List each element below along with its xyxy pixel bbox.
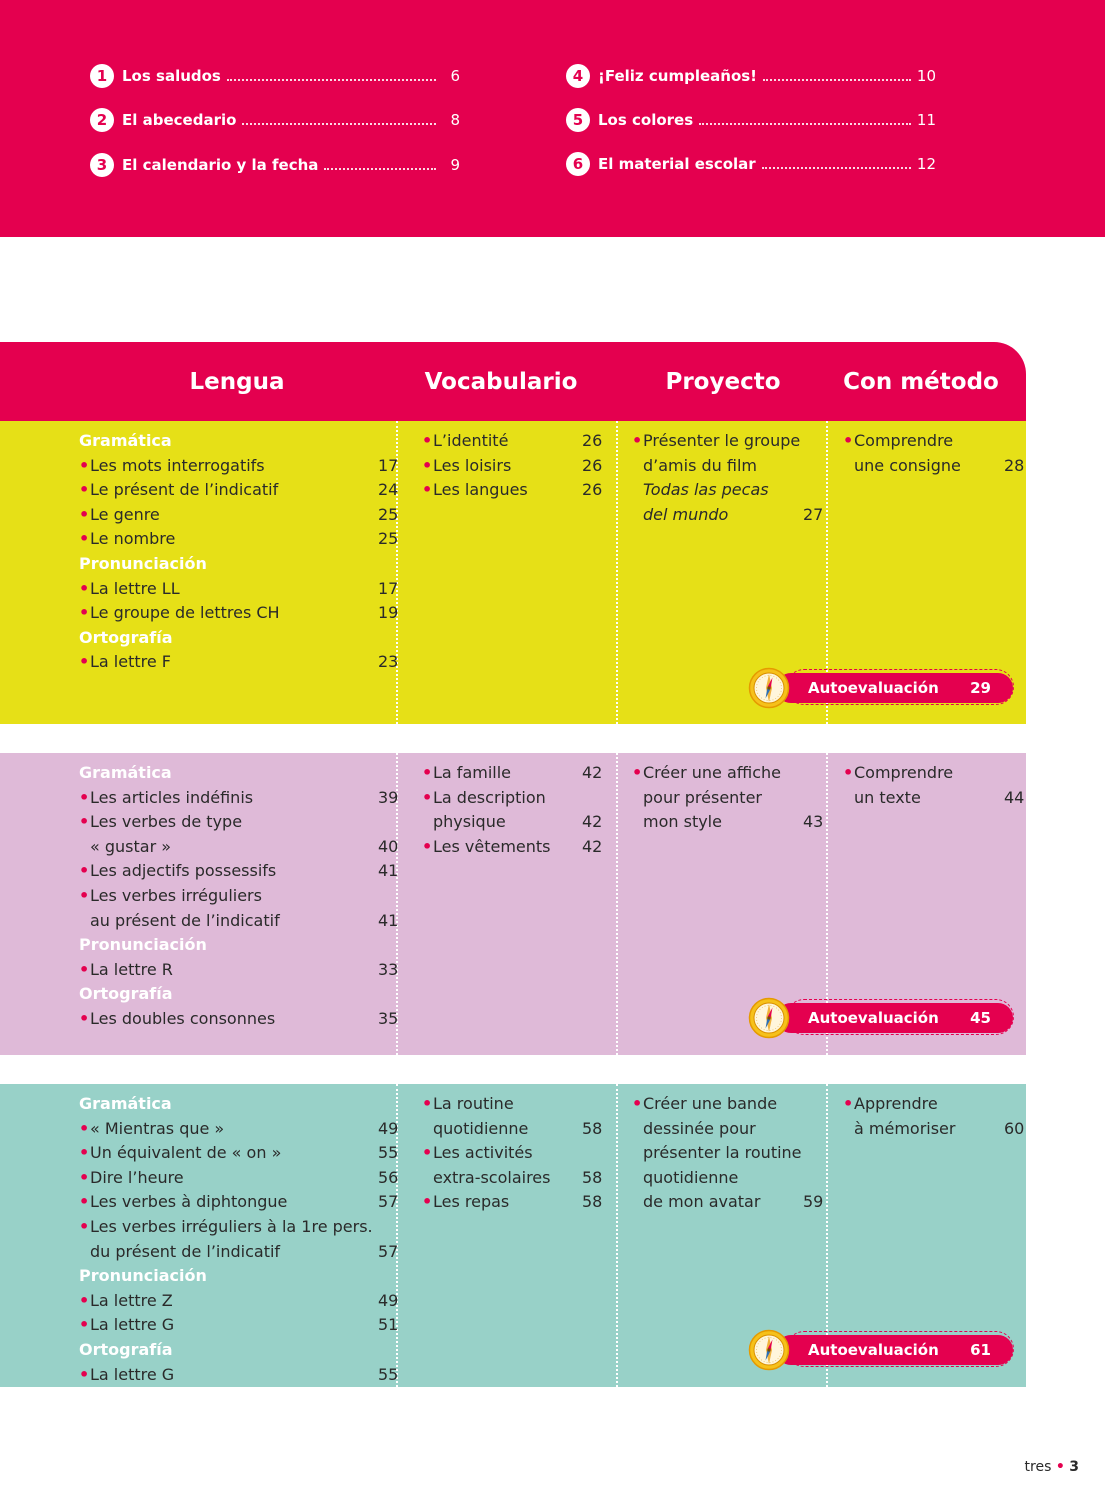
entry-text: La lettre Z xyxy=(90,1290,173,1310)
entry-page-number: 58 xyxy=(582,1118,603,1138)
toc-title: El material escolar xyxy=(598,155,756,173)
bullet-icon: • xyxy=(422,1192,433,1212)
category-heading: Pronunciación xyxy=(79,1266,207,1286)
column-lengua xyxy=(79,429,399,675)
unit-section-3 xyxy=(0,1084,1026,1387)
entry-text: « gustar » xyxy=(90,836,172,856)
toc-entry[interactable] xyxy=(79,1117,399,1142)
entry-page-number: 55 xyxy=(378,1364,399,1384)
bullet-icon: • xyxy=(79,455,90,475)
toc-entry[interactable] xyxy=(79,601,399,626)
entry-text: à mémoriser xyxy=(854,1118,956,1138)
toc-entry[interactable] xyxy=(79,786,399,811)
bullet-icon: • xyxy=(79,504,90,524)
toc-entry[interactable] xyxy=(79,503,399,528)
toc-entry[interactable] xyxy=(79,1166,399,1191)
entry-text: Présenter le groupe xyxy=(643,431,801,450)
entry-text: Le genre xyxy=(90,504,160,524)
entry-text: Créer une affiche xyxy=(643,763,782,782)
entry-page-number: 26 xyxy=(582,431,603,450)
toc-leader xyxy=(763,79,911,81)
footer-bullet: • xyxy=(1055,1459,1065,1475)
footer-page-number: 3 xyxy=(1069,1459,1079,1475)
entry-page-number: 41 xyxy=(378,910,399,930)
entry-text: extra-scolaires xyxy=(433,1167,551,1187)
toc-number: 6 xyxy=(566,152,590,176)
entry-text: Les verbes à diphtongue xyxy=(90,1192,288,1212)
category-heading: Ortografía xyxy=(79,984,173,1004)
entry-page-number: 25 xyxy=(378,504,399,524)
entry-text: pour présenter xyxy=(643,787,762,807)
bullet-icon: • xyxy=(422,787,433,807)
entry-page-number: 41 xyxy=(378,861,399,881)
toc-entry[interactable] xyxy=(79,884,262,909)
entry-page-number: 25 xyxy=(378,529,399,549)
autoevaluacion-pill xyxy=(776,1335,1013,1365)
toc-entry-continuation[interactable] xyxy=(79,1240,399,1265)
header-vocabulario: Vocabulario xyxy=(424,368,578,395)
toc-number: 5 xyxy=(566,108,590,132)
entry-page-number: 28 xyxy=(1004,455,1025,475)
bullet-icon: • xyxy=(79,1364,90,1384)
entry-text: Les verbes de type xyxy=(90,812,243,832)
entry-page-number: 26 xyxy=(582,480,603,500)
entry-text: Les langues xyxy=(433,480,528,500)
toc-page: 10 xyxy=(916,67,936,85)
entry-text: Apprendre xyxy=(854,1094,938,1113)
toc-leader xyxy=(227,79,436,81)
category-heading: Gramática xyxy=(79,763,172,782)
autoevaluacion-pill xyxy=(776,673,1013,703)
page-footer xyxy=(1025,1459,1079,1475)
column-lengua xyxy=(79,761,399,1032)
toc-entry[interactable] xyxy=(79,1363,399,1388)
category-heading: Gramática xyxy=(79,431,172,450)
column-divider xyxy=(616,421,618,724)
entry-text: présenter la routine xyxy=(643,1143,802,1163)
toc-page: 11 xyxy=(916,111,936,129)
toc-number: 3 xyxy=(90,153,114,177)
entry-text: La routine xyxy=(433,1094,514,1113)
header-proyecto: Proyecto xyxy=(665,368,781,395)
compass-icon xyxy=(748,1329,790,1371)
autoevaluacion-label: Autoevaluación xyxy=(808,1009,939,1027)
entry-text: La lettre G xyxy=(90,1315,175,1335)
toc-item[interactable] xyxy=(566,61,936,91)
entry-page-number: 57 xyxy=(378,1192,399,1212)
toc-number: 1 xyxy=(90,64,114,88)
column-lengua xyxy=(79,1092,399,1387)
entry-text: Les repas xyxy=(433,1192,510,1212)
entry-text: quotidienne xyxy=(433,1118,529,1138)
column-divider xyxy=(616,753,618,1055)
bullet-icon: • xyxy=(79,529,90,549)
entry-page-number: 49 xyxy=(378,1118,399,1138)
entry-text: Comprendre xyxy=(854,763,954,782)
autoevaluacion-link[interactable] xyxy=(748,997,1013,1039)
entry-page-number: 23 xyxy=(378,652,399,672)
bullet-icon: • xyxy=(843,431,854,450)
header-con-metodo: Con método xyxy=(843,368,999,395)
bullet-icon: • xyxy=(632,1094,643,1113)
entry-text: Todas las pecas xyxy=(643,480,769,500)
entry-text: Les verbes irréguliers xyxy=(90,885,262,905)
entry-text: Le groupe de lettres CH xyxy=(90,603,280,623)
autoevaluacion-label: Autoevaluación xyxy=(808,679,939,697)
entry-page-number: 24 xyxy=(378,480,399,500)
entry-page-number: 43 xyxy=(803,812,824,832)
toc-entry[interactable] xyxy=(79,810,243,835)
bullet-icon: • xyxy=(79,603,90,623)
category-heading: Ortografía xyxy=(79,627,173,647)
bullet-icon: • xyxy=(79,959,90,979)
toc-entry-continuation[interactable] xyxy=(79,835,399,860)
toc-leader xyxy=(699,123,911,125)
toc-title: Los saludos xyxy=(122,67,221,85)
entry-text: de mon avatar xyxy=(643,1192,761,1212)
toc-entry[interactable] xyxy=(79,859,399,884)
entry-text: Le présent de l’indicatif xyxy=(90,480,279,500)
entry-page-number: 44 xyxy=(1004,787,1025,807)
entry-text: physique xyxy=(433,812,506,832)
header-lengua: Lengua xyxy=(189,368,285,395)
category-heading: Pronunciación xyxy=(79,553,207,573)
toc-entry[interactable] xyxy=(79,577,399,602)
bullet-icon: • xyxy=(632,763,643,782)
bullet-icon: • xyxy=(422,763,433,782)
entry-page-number: 40 xyxy=(378,836,399,856)
entry-text: Les activités xyxy=(433,1143,533,1163)
column-divider xyxy=(616,1084,618,1387)
category-heading: Ortografía xyxy=(79,1339,173,1359)
entry-text: Les mots interrogatifs xyxy=(90,455,265,475)
entry-page-number: 58 xyxy=(582,1192,603,1212)
entry-text: dessinée pour xyxy=(643,1118,756,1138)
entry-text: Les adjectifs possessifs xyxy=(90,861,277,881)
unit-section-2 xyxy=(0,753,1026,1055)
entry-text: Dire l’heure xyxy=(90,1167,184,1187)
entry-text: L’identité xyxy=(433,431,509,450)
bullet-icon: • xyxy=(79,1167,90,1187)
entry-page-number: 55 xyxy=(378,1143,399,1163)
toc-entry[interactable] xyxy=(79,650,399,675)
entry-text: d’amis du film xyxy=(643,455,757,475)
entry-text: Les verbes irréguliers à la 1re pers. xyxy=(90,1216,373,1236)
toc-page: 6 xyxy=(450,67,460,85)
bullet-icon: • xyxy=(422,1143,433,1163)
bullet-icon: • xyxy=(79,812,90,832)
compass-icon xyxy=(748,997,790,1039)
bullet-icon: • xyxy=(79,885,90,905)
entry-page-number: 39 xyxy=(378,787,399,807)
entry-text: del mundo xyxy=(643,504,729,524)
toc-entry[interactable] xyxy=(79,527,399,552)
entry-text: Le nombre xyxy=(90,529,176,549)
toc-number: 2 xyxy=(90,108,114,132)
entry-page-number: 33 xyxy=(378,959,399,979)
bullet-icon: • xyxy=(79,1143,90,1163)
bullet-icon: • xyxy=(79,861,90,881)
entry-page-number: 42 xyxy=(582,763,603,782)
entry-text: au présent de l’indicatif xyxy=(90,910,280,930)
toc-item[interactable] xyxy=(90,150,460,180)
autoevaluacion-link[interactable] xyxy=(748,667,1013,709)
entry-text: Les doubles consonnes xyxy=(90,1008,276,1028)
intro-toc-band xyxy=(0,0,1105,237)
entry-text: Les vêtements xyxy=(433,836,551,856)
entry-text: Comprendre xyxy=(854,431,954,450)
toc-item[interactable] xyxy=(90,61,460,91)
column-header-bar xyxy=(0,342,1026,421)
autoevaluacion-label: Autoevaluación xyxy=(808,1341,939,1359)
entry-text: une consigne xyxy=(854,455,961,475)
entry-text: Les articles indéfinis xyxy=(90,787,254,807)
toc-leader xyxy=(762,167,911,169)
bullet-icon: • xyxy=(79,1008,90,1028)
bullet-icon: • xyxy=(79,787,90,807)
toc-page: 8 xyxy=(450,111,460,129)
bullet-icon: • xyxy=(843,1094,854,1113)
entry-page-number: 19 xyxy=(378,603,399,623)
entry-page-number: 56 xyxy=(378,1167,399,1187)
toc-number: 4 xyxy=(566,64,590,88)
entry-page-number: 17 xyxy=(378,578,399,598)
entry-page-number: 57 xyxy=(378,1241,399,1261)
autoevaluacion-page: 29 xyxy=(970,679,991,697)
bullet-icon: • xyxy=(422,431,433,450)
autoevaluacion-link[interactable] xyxy=(748,1329,1013,1371)
toc-entry[interactable] xyxy=(79,1190,399,1215)
toc-title: ¡Feliz cumpleaños! xyxy=(598,67,758,85)
toc-page: 9 xyxy=(450,156,460,174)
toc-entry[interactable] xyxy=(79,1215,373,1240)
entry-page-number: 27 xyxy=(803,504,824,524)
entry-page-number: 17 xyxy=(378,455,399,475)
entry-page-number: 51 xyxy=(378,1315,399,1335)
footer-page-word: tres xyxy=(1024,1459,1052,1475)
compass-icon xyxy=(748,667,790,709)
bullet-icon: • xyxy=(422,455,433,475)
toc-page: 12 xyxy=(916,155,936,173)
toc-title: El abecedario xyxy=(122,111,237,129)
entry-page-number: 42 xyxy=(582,836,603,856)
entry-text: Créer une bande xyxy=(643,1094,778,1113)
toc-leader xyxy=(324,168,436,170)
entry-text: mon style xyxy=(643,812,722,832)
entry-text: Un équivalent de « on » xyxy=(90,1143,282,1163)
entry-text: La lettre LL xyxy=(90,578,180,598)
entry-text: un texte xyxy=(854,787,921,807)
bullet-icon: • xyxy=(79,1118,90,1138)
autoevaluacion-pill xyxy=(776,1003,1013,1033)
bullet-icon: • xyxy=(422,480,433,500)
unit-section-1 xyxy=(0,421,1026,724)
toc-title: El calendario y la fecha xyxy=(122,156,319,174)
bullet-icon: • xyxy=(632,431,643,450)
toc-entry-continuation[interactable] xyxy=(79,909,399,934)
entry-text: La famille xyxy=(433,763,512,782)
entry-page-number: 59 xyxy=(803,1192,824,1212)
toc-entry[interactable] xyxy=(79,1141,399,1166)
entry-page-number: 49 xyxy=(378,1290,399,1310)
bullet-icon: • xyxy=(422,836,433,856)
bullet-icon: • xyxy=(422,1094,433,1113)
entry-text: « Mientras que » xyxy=(90,1118,225,1138)
toc-entry[interactable] xyxy=(79,454,399,479)
toc-entry[interactable] xyxy=(79,958,399,983)
toc-item[interactable] xyxy=(566,105,936,135)
entry-text: Les loisirs xyxy=(433,455,512,475)
entry-page-number: 58 xyxy=(582,1167,603,1187)
toc-entry[interactable] xyxy=(79,478,399,503)
toc-entry[interactable] xyxy=(79,1007,399,1032)
category-heading: Pronunciación xyxy=(79,935,207,955)
entry-page-number: 26 xyxy=(582,455,603,475)
entry-page-number: 42 xyxy=(582,812,603,832)
entry-text: La lettre R xyxy=(90,959,173,979)
bullet-icon: • xyxy=(79,652,90,672)
bullet-icon: • xyxy=(79,1216,90,1236)
toc-title: Los colores xyxy=(598,111,694,129)
autoevaluacion-page: 61 xyxy=(970,1341,991,1359)
toc-entry[interactable] xyxy=(79,1289,399,1314)
autoevaluacion-page: 45 xyxy=(970,1009,991,1027)
entry-page-number: 35 xyxy=(378,1008,399,1028)
entry-text: La description xyxy=(433,787,546,807)
entry-text: La lettre F xyxy=(90,652,171,672)
bullet-icon: • xyxy=(79,1290,90,1310)
toc-item[interactable] xyxy=(90,105,460,135)
bullet-icon: • xyxy=(79,480,90,500)
category-heading: Gramática xyxy=(79,1094,172,1113)
toc-leader xyxy=(242,123,436,125)
entry-page-number: 60 xyxy=(1004,1118,1025,1138)
entry-text: quotidienne xyxy=(643,1167,739,1187)
entry-text: La lettre G xyxy=(90,1364,175,1384)
toc-item[interactable] xyxy=(566,149,936,179)
bullet-icon: • xyxy=(79,1315,90,1335)
bullet-icon: • xyxy=(79,578,90,598)
bullet-icon: • xyxy=(843,763,854,782)
toc-entry[interactable] xyxy=(79,1313,399,1338)
bullet-icon: • xyxy=(79,1192,90,1212)
entry-text: du présent de l’indicatif xyxy=(90,1241,281,1261)
